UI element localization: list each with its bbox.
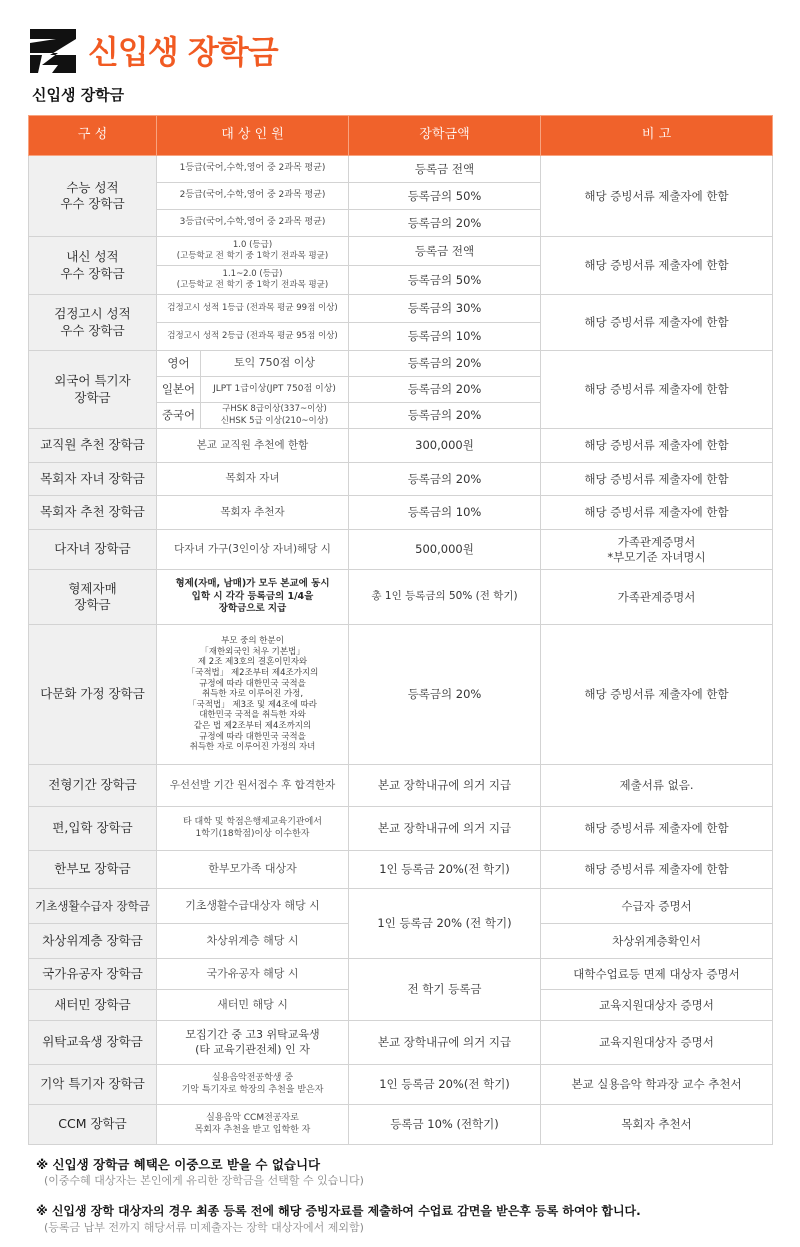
target-cell: 타 대학 및 학점은행제교육기관에서 1학기(18학점)이상 이수한자 bbox=[157, 807, 349, 851]
category-cell: CCM 장학금 bbox=[29, 1105, 157, 1145]
category-cell: 새터민 장학금 bbox=[29, 990, 157, 1021]
target-cell: 검정고시 성적 1등급 (전과목 평균 99점 이상) bbox=[157, 295, 349, 323]
note-submission: ※ 신입생 장학 대상자의 경우 최종 등록 전에 해당 증빙자료를 제출하여 수업료 감면을 받은후 등록 하여야 합니다. bbox=[36, 1204, 641, 1218]
scholarship-table bbox=[28, 115, 773, 1145]
table-row bbox=[29, 351, 773, 377]
table-row bbox=[29, 237, 773, 266]
category-cell: 위탁교육생 장학금 bbox=[29, 1021, 157, 1065]
page-title: 신입생 장학금 bbox=[88, 33, 278, 71]
note-submission-sub: (등록금 납부 전까지 해당서류 미제출자는 장학 대상자에서 제외함) bbox=[44, 1221, 364, 1234]
note-double-benefit: ※ 신입생 장학금 혜택은 이중으로 받을 수 없습니다 bbox=[36, 1157, 321, 1172]
amount-cell: 등록금 전액 bbox=[349, 156, 541, 183]
target-cell: 토익 750점 이상 bbox=[201, 351, 349, 377]
header-amount: 장학금액 bbox=[349, 116, 541, 156]
target-cell: 다자녀 가구(3인이상 자녀)해당 시 bbox=[157, 530, 349, 570]
table-row bbox=[29, 156, 773, 183]
amount-cell: 등록금의 20% bbox=[349, 403, 541, 429]
target-cell: 국가유공자 해당 시 bbox=[157, 959, 349, 990]
remark-cell: 차상위계층확인서 bbox=[541, 924, 773, 959]
header-target: 대 상 인 원 bbox=[157, 116, 349, 156]
category-cell: 전형기간 장학금 bbox=[29, 765, 157, 807]
table-row bbox=[29, 463, 773, 496]
category-cell: 목회자 자녀 장학금 bbox=[29, 463, 157, 496]
target-cell: 검정고시 성적 2등급 (전과목 평균 95점 이상) bbox=[157, 323, 349, 351]
amount-cell: 등록금의 30% bbox=[349, 295, 541, 323]
amount-cell: 1인 등록금 20%(전 학기) bbox=[349, 851, 541, 889]
amount-cell: 등록금 10% (전학기) bbox=[349, 1105, 541, 1145]
remark-cell: 본교 실용음악 학과장 교수 추천서 bbox=[541, 1065, 773, 1105]
amount-cell: 1인 등록금 20%(전 학기) bbox=[349, 1065, 541, 1105]
amount-cell: 등록금의 10% bbox=[349, 323, 541, 351]
category-cell: 차상위계층 장학금 bbox=[29, 924, 157, 959]
amount-cell: 등록금의 20% bbox=[349, 351, 541, 377]
target-cell: 차상위계층 해당 시 bbox=[157, 924, 349, 959]
remark-cell: 해당 증빙서류 제출자에 한함 bbox=[541, 351, 773, 429]
table-row bbox=[29, 295, 773, 323]
amount-cell: 등록금의 50% bbox=[349, 183, 541, 210]
amount-cell: 등록금의 20% bbox=[349, 463, 541, 496]
remark-cell: 해당 증빙서류 제출자에 한함 bbox=[541, 463, 773, 496]
remark-cell: 해당 증빙서류 제출자에 한함 bbox=[541, 295, 773, 351]
category-cell: 외국어 특기자 장학금 bbox=[29, 351, 157, 429]
category-cell: 한부모 장학금 bbox=[29, 851, 157, 889]
remark-cell: 목회자 추천서 bbox=[541, 1105, 773, 1145]
amount-cell: 300,000원 bbox=[349, 429, 541, 463]
amount-cell: 본교 장학내규에 의거 지급 bbox=[349, 1021, 541, 1065]
target-cell: 형제(자매, 남매)가 모두 본교에 동시 입학 시 각각 등록금의 1/4을 장학금으로 지급 bbox=[157, 570, 349, 625]
target-cell: 1등급(국어,수학,영어 중 2과목 평균) bbox=[157, 156, 349, 183]
amount-cell: 등록금 전액 bbox=[349, 237, 541, 266]
amount-cell: 전 학기 등록금 bbox=[349, 959, 541, 1021]
language-cell: 영어 bbox=[157, 351, 201, 377]
target-cell: 목회자 자녀 bbox=[157, 463, 349, 496]
category-cell: 형제자매 장학금 bbox=[29, 570, 157, 625]
category-cell: 다문화 가정 장학금 bbox=[29, 625, 157, 765]
amount-cell: 등록금의 20% bbox=[349, 377, 541, 403]
category-cell: 교직원 추천 장학금 bbox=[29, 429, 157, 463]
language-cell: 일본어 bbox=[157, 377, 201, 403]
table-row bbox=[29, 1105, 773, 1145]
table-row bbox=[29, 496, 773, 530]
category-cell: 국가유공자 장학금 bbox=[29, 959, 157, 990]
remark-cell: 해당 증빙서류 제출자에 한함 bbox=[541, 625, 773, 765]
section-title: 신입생 장학금 bbox=[32, 86, 125, 104]
category-cell: 기악 특기자 장학금 bbox=[29, 1065, 157, 1105]
target-cell: 실용음악 CCM전공자로 목회자 추천을 받고 입학한 자 bbox=[157, 1105, 349, 1145]
table-row bbox=[29, 959, 773, 990]
target-cell: 1.0 (등급) (고등학교 전 학기 중 1학기 전과목 평균) bbox=[157, 237, 349, 266]
remark-cell: 해당 증빙서류 제출자에 한함 bbox=[541, 851, 773, 889]
target-cell: 1.1~2.0 (등급) (고등학교 전 학기 중 1학기 전과목 평균) bbox=[157, 266, 349, 295]
remark-cell: 해당 증빙서류 제출자에 한함 bbox=[541, 156, 773, 237]
table-row bbox=[29, 889, 773, 924]
remark-cell: 대학수업료등 면제 대상자 증명서 bbox=[541, 959, 773, 990]
target-cell: 부모 중의 한분이 「재한외국인 처우 기본법」 제 2조 제3호의 결혼이민자와 「국적법」 제2조부터 제4조가지의 규정에 따라 대한민국 국적을 취득한 자로 이루어진 가정, 「국적법」 제3조 및 제4조에 따라 대한민국 국적을 취득한 자와 같은 법 제2조부터 제4조까지의 규정에 따라 대한민국 국적을 취득한 자로 이루어진 가정의 자녀 bbox=[157, 625, 349, 765]
target-cell: 2등급(국어,수학,영어 중 2과목 평균) bbox=[157, 183, 349, 210]
remark-cell: 해당 증빙서류 제출자에 한함 bbox=[541, 237, 773, 295]
remark-cell: 수급자 증명서 bbox=[541, 889, 773, 924]
language-cell: 중국어 bbox=[157, 403, 201, 429]
remark-cell: 해당 증빙서류 제출자에 한함 bbox=[541, 496, 773, 530]
remark-cell: 교육지원대상자 증명서 bbox=[541, 990, 773, 1021]
amount-cell: 등록금의 20% bbox=[349, 625, 541, 765]
category-cell: 내신 성적 우수 장학금 bbox=[29, 237, 157, 295]
remark-cell: 교육지원대상자 증명서 bbox=[541, 1021, 773, 1065]
table-row bbox=[29, 807, 773, 851]
category-cell: 검정고시 성적 우수 장학금 bbox=[29, 295, 157, 351]
target-cell: 모집기간 중 고3 위탁교육생 (타 교육기관전체) 인 자 bbox=[157, 1021, 349, 1065]
target-cell: 한부모가족 대상자 bbox=[157, 851, 349, 889]
table-row bbox=[29, 851, 773, 889]
target-cell: 실용음악전공학생 중 기악 특기자로 학장의 추천을 받은자 bbox=[157, 1065, 349, 1105]
table-row bbox=[29, 429, 773, 463]
target-cell: 새터민 해당 시 bbox=[157, 990, 349, 1021]
remark-cell: 가족관계증명서 *부모기준 자녀명시 bbox=[541, 530, 773, 570]
table-row bbox=[29, 530, 773, 570]
remark-cell: 해당 증빙서류 제출자에 한함 bbox=[541, 429, 773, 463]
header-remarks: 비 고 bbox=[541, 116, 773, 156]
target-cell: 구HSK 8급이상(337~이상) 신HSK 5급 이상(210~이상) bbox=[201, 403, 349, 429]
target-cell: 목회자 추천자 bbox=[157, 496, 349, 530]
target-cell: 본교 교직원 추천에 한함 bbox=[157, 429, 349, 463]
remark-cell: 제출서류 없음. bbox=[541, 765, 773, 807]
target-cell: 우선선발 기간 원서접수 후 합격한자 bbox=[157, 765, 349, 807]
note-double-benefit-sub: (이중수혜 대상자는 본인에게 유리한 장학금을 선택할 수 있습니다) bbox=[44, 1174, 364, 1187]
amount-cell: 등록금의 10% bbox=[349, 496, 541, 530]
amount-cell: 본교 장학내규에 의거 지급 bbox=[349, 765, 541, 807]
amount-cell: 등록금의 50% bbox=[349, 266, 541, 295]
category-cell: 목회자 추천 장학금 bbox=[29, 496, 157, 530]
category-cell: 다자녀 장학금 bbox=[29, 530, 157, 570]
category-cell: 기초생활수급자 장학금 bbox=[29, 889, 157, 924]
target-cell: JLPT 1급이상(JPT 750점 이상) bbox=[201, 377, 349, 403]
logo-icon bbox=[28, 25, 78, 75]
table-header-row bbox=[29, 116, 773, 156]
table-row bbox=[29, 765, 773, 807]
category-cell: 수능 성적 우수 장학금 bbox=[29, 156, 157, 237]
table-row bbox=[29, 570, 773, 625]
amount-cell: 1인 등록금 20% (전 학기) bbox=[349, 889, 541, 959]
target-cell: 기초생활수급대상자 해당 시 bbox=[157, 889, 349, 924]
amount-cell: 500,000원 bbox=[349, 530, 541, 570]
remark-cell: 가족관계증명서 bbox=[541, 570, 773, 625]
table-row bbox=[29, 1065, 773, 1105]
amount-cell: 총 1인 등록금의 50% (전 학기) bbox=[349, 570, 541, 625]
target-cell: 3등급(국어,수학,영어 중 2과목 평균) bbox=[157, 210, 349, 237]
table-row bbox=[29, 1021, 773, 1065]
remark-cell: 해당 증빙서류 제출자에 한함 bbox=[541, 807, 773, 851]
amount-cell: 등록금의 20% bbox=[349, 210, 541, 237]
category-cell: 편,입학 장학금 bbox=[29, 807, 157, 851]
header-composition: 구 성 bbox=[29, 116, 157, 156]
page-header bbox=[28, 24, 278, 76]
amount-cell: 본교 장학내규에 의거 지급 bbox=[349, 807, 541, 851]
table-row bbox=[29, 625, 773, 765]
